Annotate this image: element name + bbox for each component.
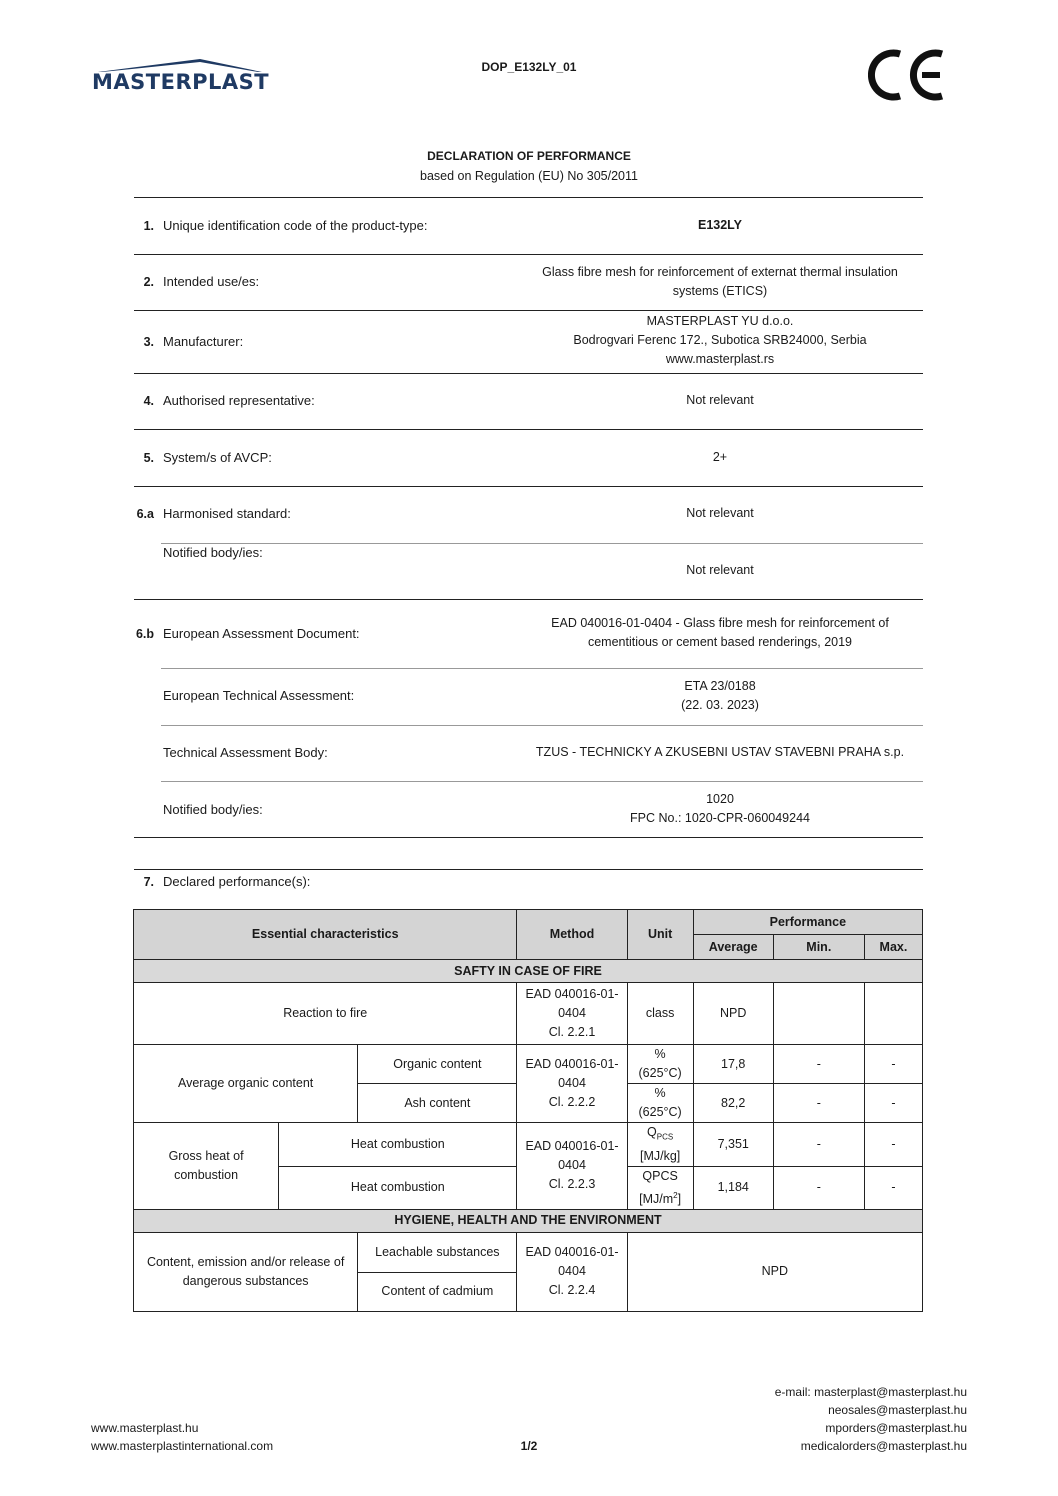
value-line: ETA 23/0188 xyxy=(684,679,756,693)
ash-max: - xyxy=(864,1084,922,1123)
divider xyxy=(134,310,923,311)
product-code: E132LY xyxy=(697,218,743,232)
unit-main: Q xyxy=(647,1125,657,1139)
organic-average: 17,8 xyxy=(693,1045,773,1084)
footer-email[interactable]: neosales@masterplast.hu xyxy=(828,1403,967,1417)
dangerous-method xyxy=(517,1232,627,1311)
page-number: 1/2 xyxy=(520,1439,538,1453)
method-line: Cl. 2.2.2 xyxy=(548,1095,596,1109)
method-line: 0404 xyxy=(558,1264,586,1279)
organic-min: - xyxy=(773,1045,864,1084)
heat-min-kg: - xyxy=(773,1123,864,1167)
reaction-min xyxy=(773,983,864,1045)
organic-method xyxy=(517,1045,627,1123)
divider xyxy=(161,543,923,544)
heat-unit-m2 xyxy=(627,1166,693,1209)
divider xyxy=(134,599,923,600)
footer-website[interactable]: www.masterplast.hu xyxy=(91,1421,199,1435)
method-line: EAD 040016-01- xyxy=(525,1139,619,1154)
item-value: Not relevant xyxy=(686,393,754,407)
item-label: European Technical Assessment: xyxy=(163,688,355,703)
footer-email[interactable]: e-mail: masterplast@masterplast.hu xyxy=(774,1385,967,1399)
divider xyxy=(134,429,923,430)
notified-body-value xyxy=(518,790,922,828)
item-number: 6.b xyxy=(135,627,154,641)
value-line: (22. 03. 2023) xyxy=(681,698,759,712)
heat-unit-kg xyxy=(627,1123,693,1167)
item-value: TZUS - TECHNICKY A ZKUSEBNI USTAV STAVEBNI PRAHA s.p. xyxy=(535,745,905,759)
unit-line: (625°C) xyxy=(638,1066,682,1080)
ash-unit xyxy=(627,1084,693,1123)
value-line: cementitious or cement based renderings, 2019 xyxy=(587,635,853,649)
unit-subscript: PCS xyxy=(656,1132,674,1142)
performance-table xyxy=(133,909,923,1312)
method-line: 0404 xyxy=(558,1006,586,1020)
eta-value xyxy=(518,677,922,715)
header-performance: Performance xyxy=(693,910,922,935)
header-max: Max. xyxy=(864,935,922,960)
divider xyxy=(134,837,923,838)
header-method: Method xyxy=(517,910,627,960)
footer-email[interactable]: mporders@masterplast.hu xyxy=(825,1421,967,1435)
item-number: 4. xyxy=(143,394,154,408)
method-line: EAD 040016-01- xyxy=(525,1245,619,1260)
item-value: 2+ xyxy=(712,450,728,464)
value-line: FPC No.: 1020-CPR-060049244 xyxy=(630,811,810,825)
item-label: System/s of AVCP: xyxy=(163,450,272,465)
reaction-max xyxy=(864,983,922,1045)
item-value: Not relevant xyxy=(686,563,754,577)
item-label: Intended use/es: xyxy=(163,274,260,289)
reaction-average: NPD xyxy=(693,983,773,1045)
unit-main: QPCS xyxy=(642,1168,678,1183)
unit-superscript: 2 xyxy=(673,1190,678,1200)
item-label: Authorised representative: xyxy=(163,393,315,408)
footer-website[interactable]: www.masterplastinternational.com xyxy=(91,1439,274,1453)
item-value: Not relevant xyxy=(686,506,754,520)
item-label: Harmonised standard: xyxy=(163,506,291,521)
divider xyxy=(134,197,923,198)
heat-min-m2: - xyxy=(773,1166,864,1209)
document-code: DOP_E132LY_01 xyxy=(481,60,577,74)
header-unit: Unit xyxy=(627,910,693,960)
leachable-label: Leachable substances xyxy=(358,1232,517,1272)
header-essential: Essential characteristics xyxy=(134,910,517,960)
divider xyxy=(134,869,923,870)
organic-max: - xyxy=(864,1045,922,1084)
heat-max-m2: - xyxy=(864,1166,922,1209)
method-line: Cl. 2.2.1 xyxy=(548,1025,596,1039)
item-label: Manufacturer: xyxy=(163,334,244,349)
method-line: 0404 xyxy=(558,1076,586,1090)
organic-content-label: Organic content xyxy=(358,1045,517,1084)
divider xyxy=(134,373,923,374)
value-line: systems (ETICS) xyxy=(672,284,768,298)
document-subtitle: based on Regulation (EU) No 305/2011 xyxy=(420,169,638,183)
cadmium-label: Content of cadmium xyxy=(358,1272,517,1311)
logo-text: MASTERPLAST xyxy=(92,70,270,94)
value-line: Bodrogvari Ferenc 172., Subotica SRB24000, Serbia xyxy=(573,333,867,347)
header-min: Min. xyxy=(773,935,864,960)
section-fire: SAFTY IN CASE OF FIRE xyxy=(134,960,923,983)
divider xyxy=(134,254,923,255)
item-label: Notified body/ies: xyxy=(163,802,263,817)
unit-line: ] xyxy=(677,1191,682,1206)
organic-unit xyxy=(627,1045,693,1084)
method-line: Cl. 2.2.3 xyxy=(548,1177,596,1192)
manufacturer-value xyxy=(518,312,922,369)
heat-average-m2: 1,184 xyxy=(693,1166,773,1209)
heat-average-kg: 7,351 xyxy=(693,1123,773,1167)
dangerous-substances-label xyxy=(134,1232,358,1311)
ead-value xyxy=(518,614,922,652)
reaction-unit: class xyxy=(627,983,693,1045)
heat-combustion-label: Heat combustion xyxy=(279,1123,517,1167)
heat-max-kg: - xyxy=(864,1123,922,1167)
label-line: dangerous substances xyxy=(182,1273,309,1288)
intended-use-value xyxy=(518,263,922,301)
item-label: Notified body/ies: xyxy=(163,545,263,560)
reaction-method xyxy=(517,983,627,1045)
value-line: MASTERPLAST YU d.o.o. xyxy=(646,314,794,328)
item-label: Declared performance(s): xyxy=(163,874,311,889)
ash-content-label: Ash content xyxy=(358,1084,517,1123)
divider xyxy=(161,668,923,669)
item-number: 1. xyxy=(143,219,154,233)
item-number: 5. xyxy=(143,451,154,465)
method-line: EAD 040016-01- xyxy=(525,987,619,1001)
label-line: Content, emission and/or release of xyxy=(146,1254,345,1269)
method-line: 0404 xyxy=(558,1158,586,1173)
section-hygiene: HYGIENE, HEALTH AND THE ENVIRONMENT xyxy=(134,1209,923,1232)
header-average: Average xyxy=(693,935,773,960)
unit-line: [MJ/m xyxy=(639,1191,674,1206)
ash-average: 82,2 xyxy=(693,1084,773,1123)
reaction-label: Reaction to fire xyxy=(134,983,517,1045)
gross-method xyxy=(517,1123,627,1210)
item-number: 3. xyxy=(143,335,154,349)
item-number: 2. xyxy=(143,275,154,289)
divider xyxy=(161,725,923,726)
footer-email[interactable]: medicalorders@masterplast.hu xyxy=(800,1439,967,1453)
gross-heat-label xyxy=(134,1123,279,1210)
ce-mark-icon xyxy=(868,46,950,104)
item-number: 7. xyxy=(143,875,154,889)
method-line: Cl. 2.2.4 xyxy=(548,1283,596,1298)
label-line: Gross heat of xyxy=(168,1148,244,1163)
heat-combustion-label: Heat combustion xyxy=(279,1166,517,1209)
value-line: www.masterplast.rs xyxy=(665,352,775,366)
item-label: European Assessment Document: xyxy=(163,626,360,641)
value-line: 1020 xyxy=(706,792,734,806)
divider xyxy=(161,781,923,782)
value-line: EAD 040016-01-0404 - Glass fibre mesh for reinforcement of xyxy=(551,616,889,630)
unit-line: [MJ/kg] xyxy=(639,1148,681,1163)
value-line: Glass fibre mesh for reinforcement of externat thermal insulation xyxy=(542,265,898,279)
divider xyxy=(134,486,923,487)
unit-line: % xyxy=(654,1047,666,1061)
label-line: combustion xyxy=(174,1167,239,1182)
document-title: DECLARATION OF PERFORMANCE xyxy=(427,149,631,163)
dangerous-value: NPD xyxy=(627,1232,922,1311)
method-line: EAD 040016-01- xyxy=(525,1057,619,1071)
unit-line: % xyxy=(654,1086,666,1100)
item-label: Technical Assessment Body: xyxy=(163,745,328,760)
item-number: 6.a xyxy=(136,507,154,521)
organic-group-label: Average organic content xyxy=(134,1045,358,1123)
item-label: Unique identification code of the product-type: xyxy=(163,218,428,233)
unit-line: (625°C) xyxy=(638,1105,682,1119)
ash-min: - xyxy=(773,1084,864,1123)
